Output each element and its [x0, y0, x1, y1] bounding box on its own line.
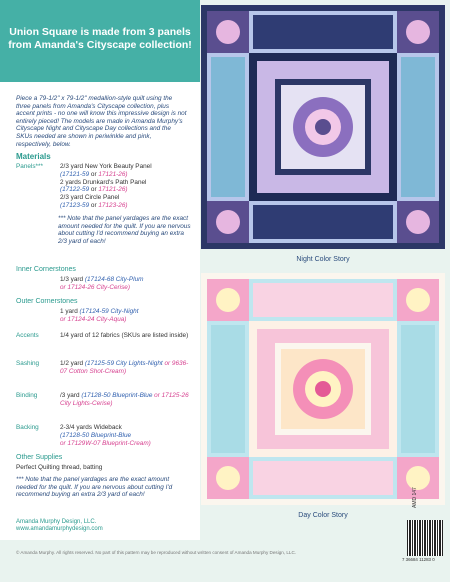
materials-heading: Materials: [16, 152, 51, 161]
sku-label: AMD 147: [412, 487, 418, 508]
other-supplies-heading: Other Supplies: [16, 454, 63, 461]
panel-item-codes: (17122-59 or 17121-26): [60, 186, 128, 194]
binding-row: Binding /3 yard (17128-50 Blueprint-Blue or 17125-26 City Lights-Cerise): [16, 392, 189, 407]
banner-heading: Union Square is made from 3 panels from Amanda's Cityscape collection!: [8, 26, 192, 51]
other-supplies-row: Perfect Quilting thread, batting: [16, 464, 103, 471]
binding-label: Binding: [16, 392, 38, 399]
panels-list: [60, 163, 192, 210]
panel-item-codes: (17121-59 or 17121-26): [60, 170, 128, 178]
intro-paragraph: Piece a 79-1/2" x 79-1/2" medallion-style quilt using the three panels from Amanda's Cityscape collection, plus accent prints - no one will know this impressive design is not entirely pieced! The models are made in Amanda Murphy's Cityscape Night and Cityscape Day collections and the SKUs needed are shown in periwinkle and pink, respectively, below.: [16, 95, 187, 148]
barcode-number: 7 36684 11283 0: [402, 557, 435, 562]
panels-row: [16, 163, 192, 211]
night-quilt-image: [201, 5, 445, 249]
day-quilt-image: [201, 273, 445, 505]
barcode: [407, 520, 443, 556]
outer-cornerstones-heading: Outer Cornerstones: [16, 298, 78, 305]
closing-note: *** Note that the panel yardages are the exact amount needed for the quilt. If you are nervous about cutting I'd recommend buying an extra 2/3 yard of each!: [16, 476, 173, 499]
panel-item: 2 yards Drunkard's Path Panel: [60, 178, 147, 186]
materials-panel: [0, 0, 200, 540]
panels-label: Panels***: [16, 163, 44, 170]
panel-item: 2/3 yard Circle Panel: [60, 194, 120, 202]
accents-label: Accents: [16, 332, 39, 339]
sashing-label: Sashing: [16, 360, 40, 367]
inner-cornerstones-heading: Inner Cornerstones: [16, 266, 76, 273]
company-name: Amanda Murphy Design, LLC.: [16, 519, 97, 525]
inner-cornerstones-row: 1/3 yard (17124-68 City-Plum or 17124-26 City-Cerise): [60, 276, 144, 291]
copyright-notice: © Amanda Murphy. All rights reserved. No part of this pattern may be reproduced without written consent of Amanda Murphy Design, LLC.: [16, 550, 297, 555]
outer-cornerstones-row: 1 yard (17124-59 City-Night or 17124-24 City-Aqua): [60, 308, 139, 323]
night-caption: Night Color Story: [296, 256, 350, 263]
backing-label: Backing: [16, 424, 39, 431]
sashing-row: Sashing 1/2 yard (17125-59 City Lights-Night or 9636-07 Cotton Shot-Cream): [16, 360, 189, 375]
accents-row: Accents 1/4 yard of 12 fabrics (SKUs are listed inside): [16, 332, 189, 339]
title-banner: [0, 0, 200, 82]
panel-item-codes: (17123-59 or 17123-26): [60, 201, 128, 209]
panel-item: 2/3 yard New York Beauty Panel: [60, 163, 152, 170]
website-link[interactable]: www.amandamurphydesign.com: [16, 526, 103, 532]
day-caption: Day Color Story: [298, 512, 348, 519]
panel-note: *** Note that the panel yardages are the exact amount needed for the quilt. If you are nervous about cutting I'd recommend buying an extra 2/3 yard of each!: [58, 215, 191, 245]
backing-row: Backing 2-3/4 yards Wideback (17128-50 Blueprint-Blue or 17129W-07 Blueprint-Cream): [16, 424, 151, 447]
footer: [16, 519, 103, 533]
